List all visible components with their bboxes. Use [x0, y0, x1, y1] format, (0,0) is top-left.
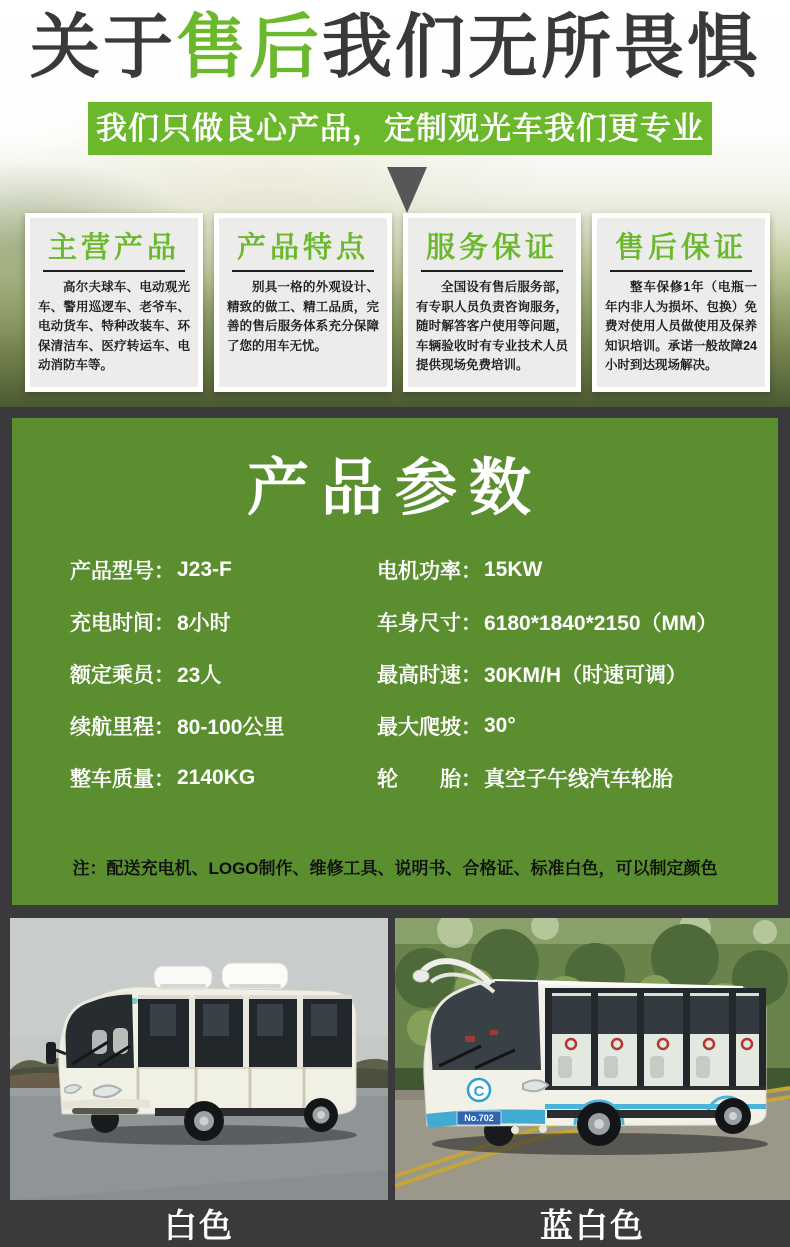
- spec-value: 6180*1840*2150（MM）: [484, 612, 718, 635]
- spec-label: 电机功率：: [377, 560, 482, 583]
- spec-label: 车身尺寸：: [377, 612, 482, 635]
- spec-value: 15KW: [484, 558, 543, 581]
- spec-label: 整车质量：: [70, 768, 175, 791]
- spec-label: 续航里程：: [70, 716, 175, 739]
- card-body: 高尔夫球车、电动观光车、警用巡逻车、老爷车、电动货车、特种改装车、环保清洁车、医疗转运车、电动消防车等。: [38, 280, 190, 372]
- spec-max-climb: [377, 711, 764, 741]
- card-service-guarantee: [403, 213, 581, 392]
- photo-caption-white: 白色: [164, 1207, 234, 1244]
- spec-row: [70, 648, 764, 700]
- card-divider: [610, 270, 752, 272]
- down-arrow-icon: [387, 167, 427, 213]
- card-aftersales-guarantee: [592, 213, 770, 392]
- page-title-pre: 关于: [30, 8, 176, 86]
- spec-weight: [70, 763, 377, 793]
- license-plate-text: No.702: [464, 1113, 494, 1123]
- spec-tires: [377, 763, 764, 793]
- parameters-title: 产品参数: [246, 454, 543, 523]
- spec-model: [70, 555, 377, 585]
- card-title: 产品特点: [236, 232, 369, 264]
- spec-range: [70, 711, 377, 741]
- card-title: 服务保证: [425, 232, 558, 264]
- spec-value: 8小时: [177, 612, 231, 635]
- card-title: 主营产品: [47, 232, 180, 264]
- spec-value: 2140KG: [177, 766, 256, 789]
- photo-caption-blue-white: 蓝白色: [540, 1207, 645, 1244]
- spec-value: 30°: [484, 714, 516, 737]
- blue-white-bus-illustration: [395, 918, 790, 1200]
- spec-charge-time: [70, 607, 377, 637]
- spec-value: 真空子午线汽车轮胎: [484, 768, 673, 791]
- card-divider: [421, 270, 563, 272]
- page-title: [0, 6, 790, 89]
- spec-row: [70, 544, 764, 596]
- spec-label: 最高时速：: [377, 664, 482, 687]
- card-divider: [43, 270, 185, 272]
- white-bus-illustration: [10, 918, 388, 1200]
- card-divider: [232, 270, 374, 272]
- spec-max-speed: [377, 659, 764, 689]
- slogan-banner: 我们只做良心产品，定制观光车我们更专业: [88, 102, 712, 155]
- specs-table: [70, 544, 764, 804]
- spec-label: 额定乘员：: [70, 664, 175, 687]
- card-body: 整车保修1年（电瓶一年内非人为损坏、包换）免费对使用人员做使用及保养知识培训。承诺一般故障24小时到达现场解决。: [605, 280, 757, 372]
- white-bus-photo: [10, 918, 388, 1200]
- spec-value: 23人: [177, 664, 222, 687]
- card-body: 全国设有售后服务部，有专职人员负责咨询服务，随时解答客户使用等问题，车辆验收时有专业技术人员提供现场免费培训。: [416, 280, 568, 372]
- dark-frame: [0, 407, 790, 1244]
- spec-value: 80-100公里: [177, 716, 285, 739]
- card-body: 别具一格的外观设计、精致的做工、精工品质，完善的售后服务体系充分保障了您的用车无忧。: [227, 280, 379, 353]
- top-section: [0, 0, 790, 407]
- product-parameters-panel: [12, 418, 778, 905]
- parameters-note: 注：配送充电机、LOGO制作、维修工具、说明书、合格证、标准白色，可以制定颜色: [72, 859, 718, 878]
- blue-white-bus-photo: [395, 918, 790, 1200]
- page-title-highlight: 售后: [176, 8, 322, 86]
- page-title-post: 我们无所畏惧: [322, 8, 760, 86]
- spec-row: [70, 596, 764, 648]
- spec-value: J23-F: [177, 558, 232, 581]
- spec-label: 产品型号：: [70, 560, 175, 583]
- spec-label: 最大爬坡：: [377, 716, 482, 739]
- spec-label: 充电时间：: [70, 612, 175, 635]
- card-product-features: [214, 213, 392, 392]
- spec-passengers: [70, 659, 377, 689]
- spec-body-size: [377, 607, 764, 637]
- card-main-products: [25, 213, 203, 392]
- spec-row: [70, 700, 764, 752]
- guarantee-cards: [25, 213, 770, 392]
- spec-value: 30KM/H（时速可调）: [484, 664, 688, 687]
- spec-row: [70, 752, 764, 804]
- spec-label: 轮 胎：: [377, 768, 482, 791]
- card-title: 售后保证: [614, 232, 747, 264]
- bus-logo-letter: C: [473, 1083, 485, 1100]
- spec-motor-power: [377, 555, 764, 585]
